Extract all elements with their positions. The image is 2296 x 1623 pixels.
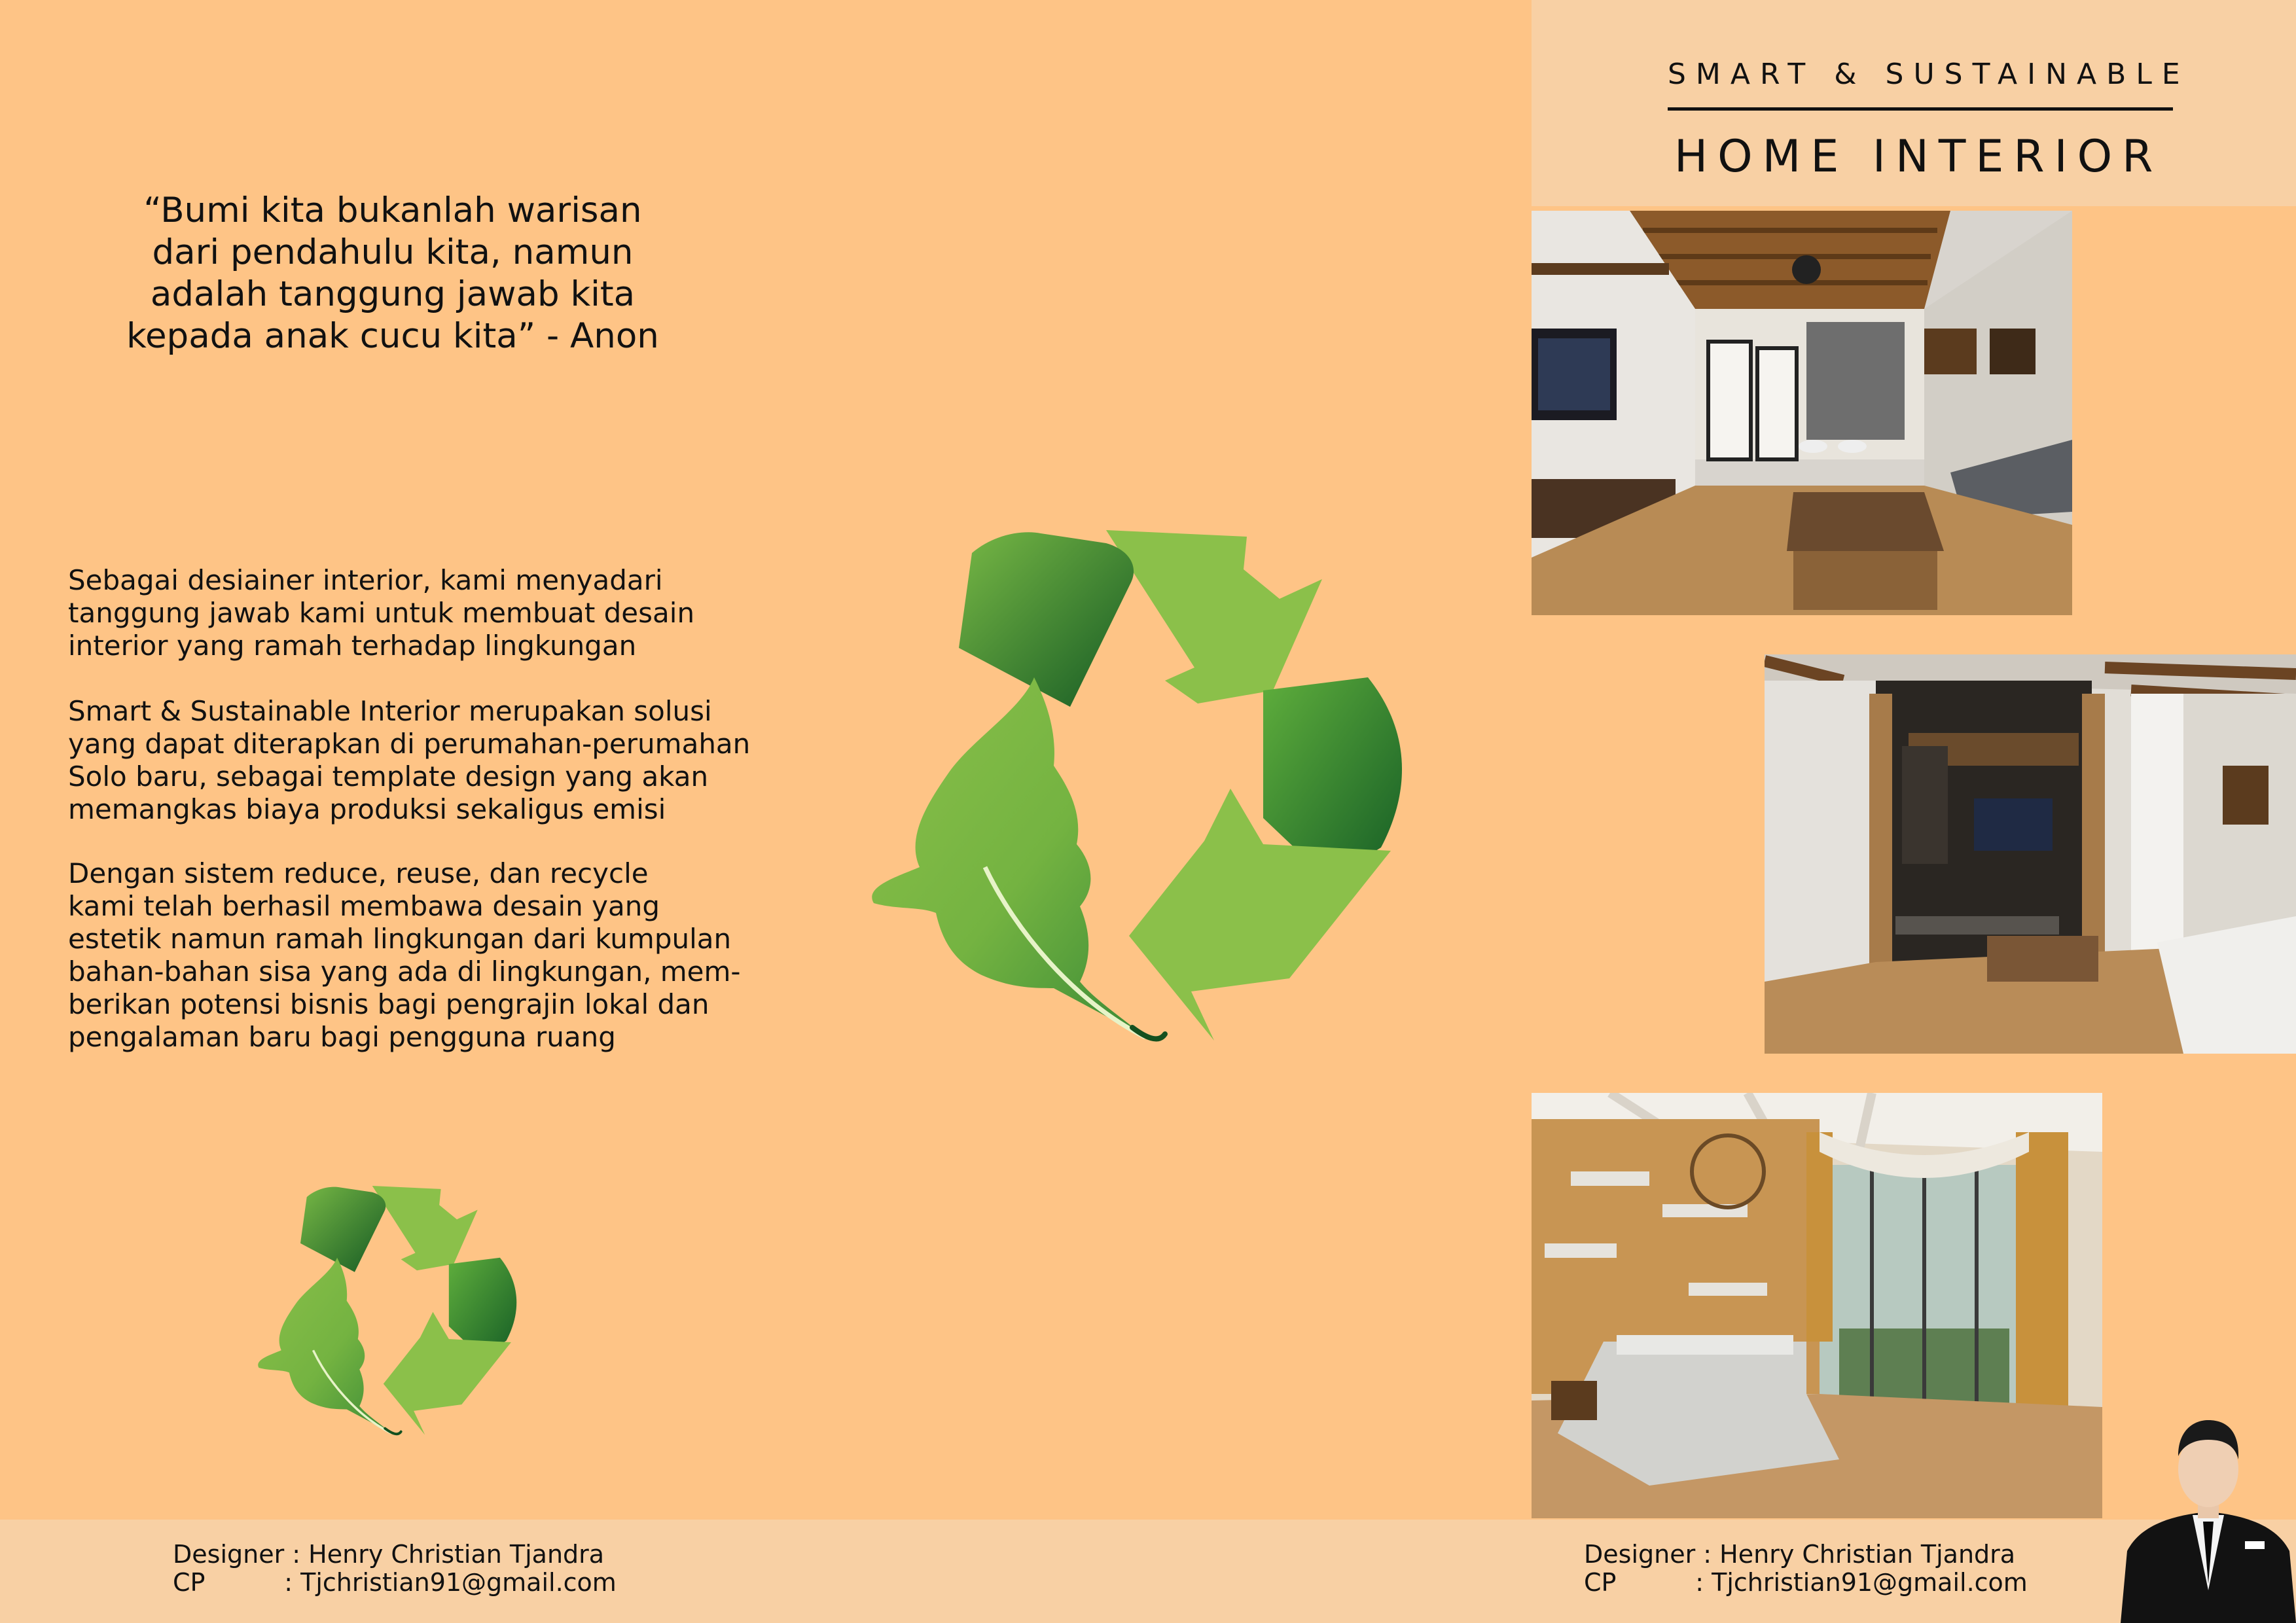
tv-room-render bbox=[1765, 654, 2296, 1054]
solution-paragraph: Smart & Sustainable Interior merupakan solusi yang dapat diterapkan di perumahan-perumahan Solo baru, sebagai template design yang akan memangkas biaya produksi sekaligus emisi bbox=[68, 695, 751, 825]
header-divider bbox=[1668, 107, 2173, 111]
page-title: HOME INTERIOR bbox=[1674, 131, 2163, 183]
designer-portrait bbox=[2121, 1394, 2296, 1623]
designer-label: Designer bbox=[1584, 1540, 1696, 1569]
designer-credit-left: Designer : Henry Christian Tjandra CP : Tjchristian91@gmail.com bbox=[173, 1540, 617, 1597]
cp-label: CP bbox=[173, 1568, 206, 1597]
living-room-render bbox=[1532, 211, 2072, 615]
cp-email: Tjchristian91@gmail.com bbox=[300, 1568, 617, 1597]
intro-paragraph: Sebagai desiainer interior, kami menyadari tanggung jawab kami untuk membuat desain interior yang ramah terhadap lingkungan bbox=[68, 564, 695, 662]
recycle-leaf-small-icon bbox=[254, 1186, 529, 1448]
designer-name: Henry Christian Tjandra bbox=[308, 1540, 605, 1569]
cp-email: Tjchristian91@gmail.com bbox=[1712, 1568, 2028, 1597]
designer-name: Henry Christian Tjandra bbox=[1719, 1540, 2016, 1569]
cp-label: CP bbox=[1584, 1568, 1617, 1597]
bedroom-render bbox=[1532, 1093, 2102, 1518]
recycle-paragraph: Dengan sistem reduce, reuse, dan recycle kami telah berhasil membawa desain yang estetik namun ramah lingkungan dari kumpulan bahan-bahan sisa yang ada di lingkungan, mem- berikan potensi bisnis bagi pengrajin lokal dan pengalaman baru bagi pengguna ruang bbox=[68, 857, 741, 1053]
designer-label: Designer bbox=[173, 1540, 285, 1569]
quote-text: “Bumi kita bukanlah warisan dari pendahulu kita, namun adalah tanggung jawab kita kepada anak cucu kita” - Anon bbox=[126, 190, 659, 356]
recycle-leaf-icon bbox=[864, 530, 1427, 1067]
header-kicker: SMART & SUSTAINABLE bbox=[1668, 58, 2190, 91]
designer-credit-right: Designer : Henry Christian Tjandra CP : Tjchristian91@gmail.com bbox=[1584, 1540, 2028, 1597]
